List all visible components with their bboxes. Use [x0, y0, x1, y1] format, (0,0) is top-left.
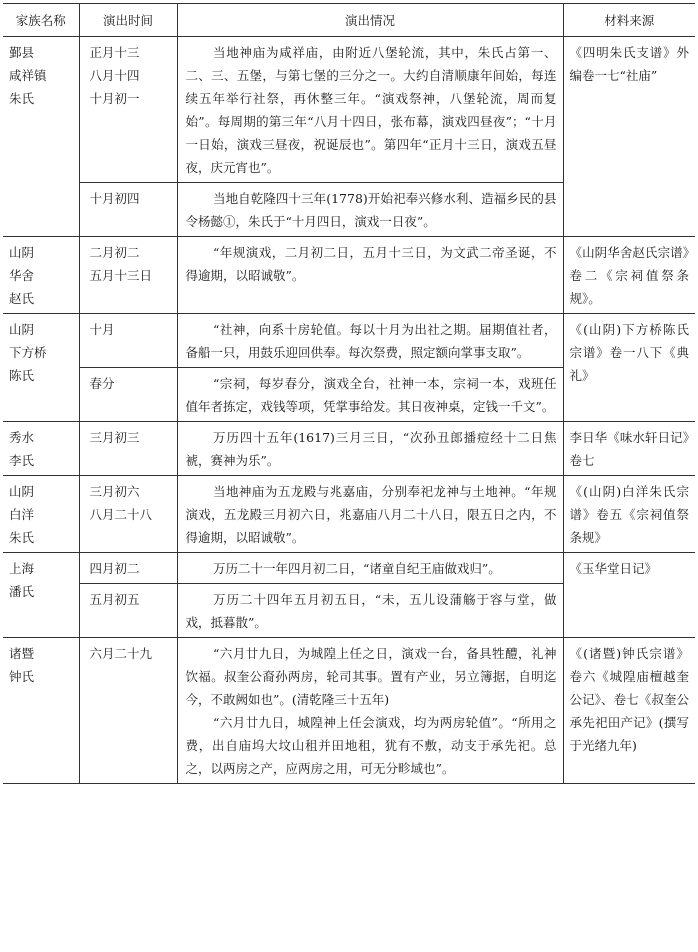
performance-description-cell [177, 422, 563, 476]
family-name-cell [3, 37, 79, 237]
source-cell: 《(诸暨)钟氏宗谱》卷六《城隍庙檀越奎公记》、卷七《叔奎公承先祀田产记》(撰写于光绪九年) [563, 638, 695, 784]
performance-description-cell [177, 638, 563, 784]
performance-time-cell [79, 584, 177, 638]
table-row [3, 314, 695, 368]
performance-description-cell [177, 183, 563, 237]
family-name-line: 山阴 [9, 484, 35, 499]
family-name-line: 陈氏 [9, 368, 35, 383]
family-name-line: 秀水 [9, 430, 35, 445]
family-name-line: 朱氏 [9, 91, 35, 106]
source-cell: 《玉华堂日记》 [563, 553, 695, 638]
performance-time-cell [79, 638, 177, 784]
family-name-line: 山阴 [9, 245, 35, 260]
performance-time-line: 春分 [89, 376, 115, 391]
performance-time-cell [79, 476, 177, 553]
table-row [3, 476, 695, 553]
performance-time-cell [79, 368, 177, 422]
performance-description-cell [177, 314, 563, 368]
description-paragraph: 万历四十五年(1617)三月三日，“次孙丑郎播痘经十二日焦裭，赛神为乐”。 [185, 430, 557, 468]
description-paragraph: “社神，向系十房轮值。每以十月为出社之期。届期值社者，备船一只，用鼓乐迎回供奉。每次祭费，照定额向掌事支取”。 [185, 322, 557, 360]
family-name-line: 华舍 [9, 268, 35, 283]
performance-time-cell [79, 553, 177, 584]
header-description: 演出情况 [177, 4, 563, 37]
family-name-line: 下方桥 [9, 345, 47, 360]
family-name-cell [3, 314, 79, 422]
family-name-line: 潘氏 [9, 584, 35, 599]
performance-description-cell [177, 368, 563, 422]
family-name-cell [3, 553, 79, 638]
header-row [3, 4, 695, 37]
performance-description-cell [177, 37, 563, 183]
description-paragraph: “年规演戏，二月初二日，五月十三日，为文武二帝圣诞，不得逾期，以昭诚敬”。 [185, 245, 557, 283]
source-cell: 李日华《味水轩日记》卷七 [563, 422, 695, 476]
performance-description-cell [177, 237, 563, 314]
table-body [3, 37, 695, 784]
header-source: 材料来源 [563, 4, 695, 37]
performance-time-line: 正月十三 [89, 45, 140, 60]
performance-description-cell [177, 584, 563, 638]
performance-table [3, 3, 695, 784]
table-row [3, 37, 695, 183]
performance-time-cell [79, 183, 177, 237]
family-name-line: 白洋 [9, 507, 35, 522]
performance-description-cell [177, 553, 563, 584]
description-paragraph: 当地自乾隆四十三年(1778)开始祀奉兴修水利、造福乡民的县令杨懿①，朱氏于“十月四日，演戏一日夜”。 [185, 191, 557, 229]
performance-time-line: 三月初六 [89, 484, 140, 499]
table-row [3, 553, 695, 584]
performance-time-line: 三月初三 [89, 430, 140, 445]
source-cell: 《四明朱氏支谱》外编卷一七“社庙” [563, 37, 695, 237]
description-paragraph: “六月廿九日，为城隍上任之日，演戏一台，备具牲醴，礼神饮福。叔奎公裔孙两房，轮司其事。置有产业，另立簿据，自明迄今，不敢阙如也”。(清乾隆三十五年) [185, 646, 557, 707]
family-name-line: 钟氏 [9, 669, 35, 684]
family-name-line: 赵氏 [9, 291, 35, 306]
performance-time-line: 五月初五 [89, 592, 140, 607]
family-name-line: 上海 [9, 561, 35, 576]
table-row [3, 638, 695, 784]
performance-time-cell [79, 422, 177, 476]
performance-time-line: 四月初二 [89, 561, 140, 576]
performance-time-line: 六月二十九 [89, 646, 153, 661]
performance-time-cell [79, 37, 177, 183]
performance-time-line: 五月十三日 [89, 268, 153, 283]
family-name-line: 山阴 [9, 322, 35, 337]
table-row [3, 422, 695, 476]
header-family: 家族名称 [3, 4, 79, 37]
performance-time-line: 八月十四 [89, 68, 140, 83]
description-paragraph: “宗祠，每岁春分，演戏全台，社神一本，宗祠一本，戏班任值年者拣定，戏钱等项，凭掌事给发。其日夜神桌，定钱一千文”。 [185, 376, 557, 414]
family-name-line: 李氏 [9, 453, 35, 468]
source-cell: 《(山阴)下方桥陈氏宗谱》卷一八下《典礼》 [563, 314, 695, 422]
family-name-line: 鄞县 [9, 45, 35, 60]
description-paragraph: 万历二十四年五月初五日，“未，五儿设蒲觞于容与堂，做戏，抵暮散”。 [185, 592, 557, 630]
performance-time-cell [79, 237, 177, 314]
family-name-cell [3, 638, 79, 784]
description-paragraph: 当地神庙为五龙殿与兆嘉庙，分别奉祀龙神与土地神。“年规演戏，五龙殿三月初六日，兆嘉庙八月二十八日，限五日之内，不得逾期，以昭诚敬”。 [185, 484, 557, 545]
source-cell: 《(山阴)白洋朱氏宗谱》卷五《宗祠值祭条规》 [563, 476, 695, 553]
description-paragraph: “六月廿九日，城隍神上任会演戏，均为两房轮值”。“所用之费，出自庙坞大坟山租并田地租，犹有不敷，动支于承先祀。总之，以两房之产，应两房之用，可无分畛域也”。 [185, 715, 557, 776]
family-name-line: 朱氏 [9, 530, 35, 545]
source-cell: 《山阴华舍赵氏宗谱》卷二《宗祠值祭条规》。 [563, 237, 695, 314]
performance-time-cell [79, 314, 177, 368]
performance-time-line: 八月二十八 [89, 507, 153, 522]
performance-time-line: 十月初四 [89, 191, 140, 206]
family-name-line: 咸祥镇 [9, 68, 47, 83]
table-row [3, 237, 695, 314]
family-name-line: 诸暨 [9, 646, 35, 661]
performance-time-line: 二月初二 [89, 245, 140, 260]
header-time: 演出时间 [79, 4, 177, 37]
family-name-cell [3, 237, 79, 314]
family-name-cell [3, 422, 79, 476]
performance-time-line: 十月 [89, 322, 115, 337]
performance-time-line: 十月初一 [89, 91, 140, 106]
description-paragraph: 万历二十一年四月初二日，“诸童自纪王庙做戏归”。 [213, 561, 501, 576]
performance-description-cell [177, 476, 563, 553]
description-paragraph: 当地神庙为咸祥庙，由附近八堡轮流，其中，朱氏占第一、二、三、五堡，与第七堡的三分之一。大约自清顺康年间始，每连续五年举行社祭，再休整三年。“演戏祭神，八堡轮流，周而复始”。每周期的第三年“八月十四日，张布幕，演戏四昼夜”；“十月一日始，演戏三昼夜，祝诞辰也”。第四年“正月十三日，演戏五昼夜，庆元宵也”。 [185, 45, 557, 175]
family-name-cell [3, 476, 79, 553]
